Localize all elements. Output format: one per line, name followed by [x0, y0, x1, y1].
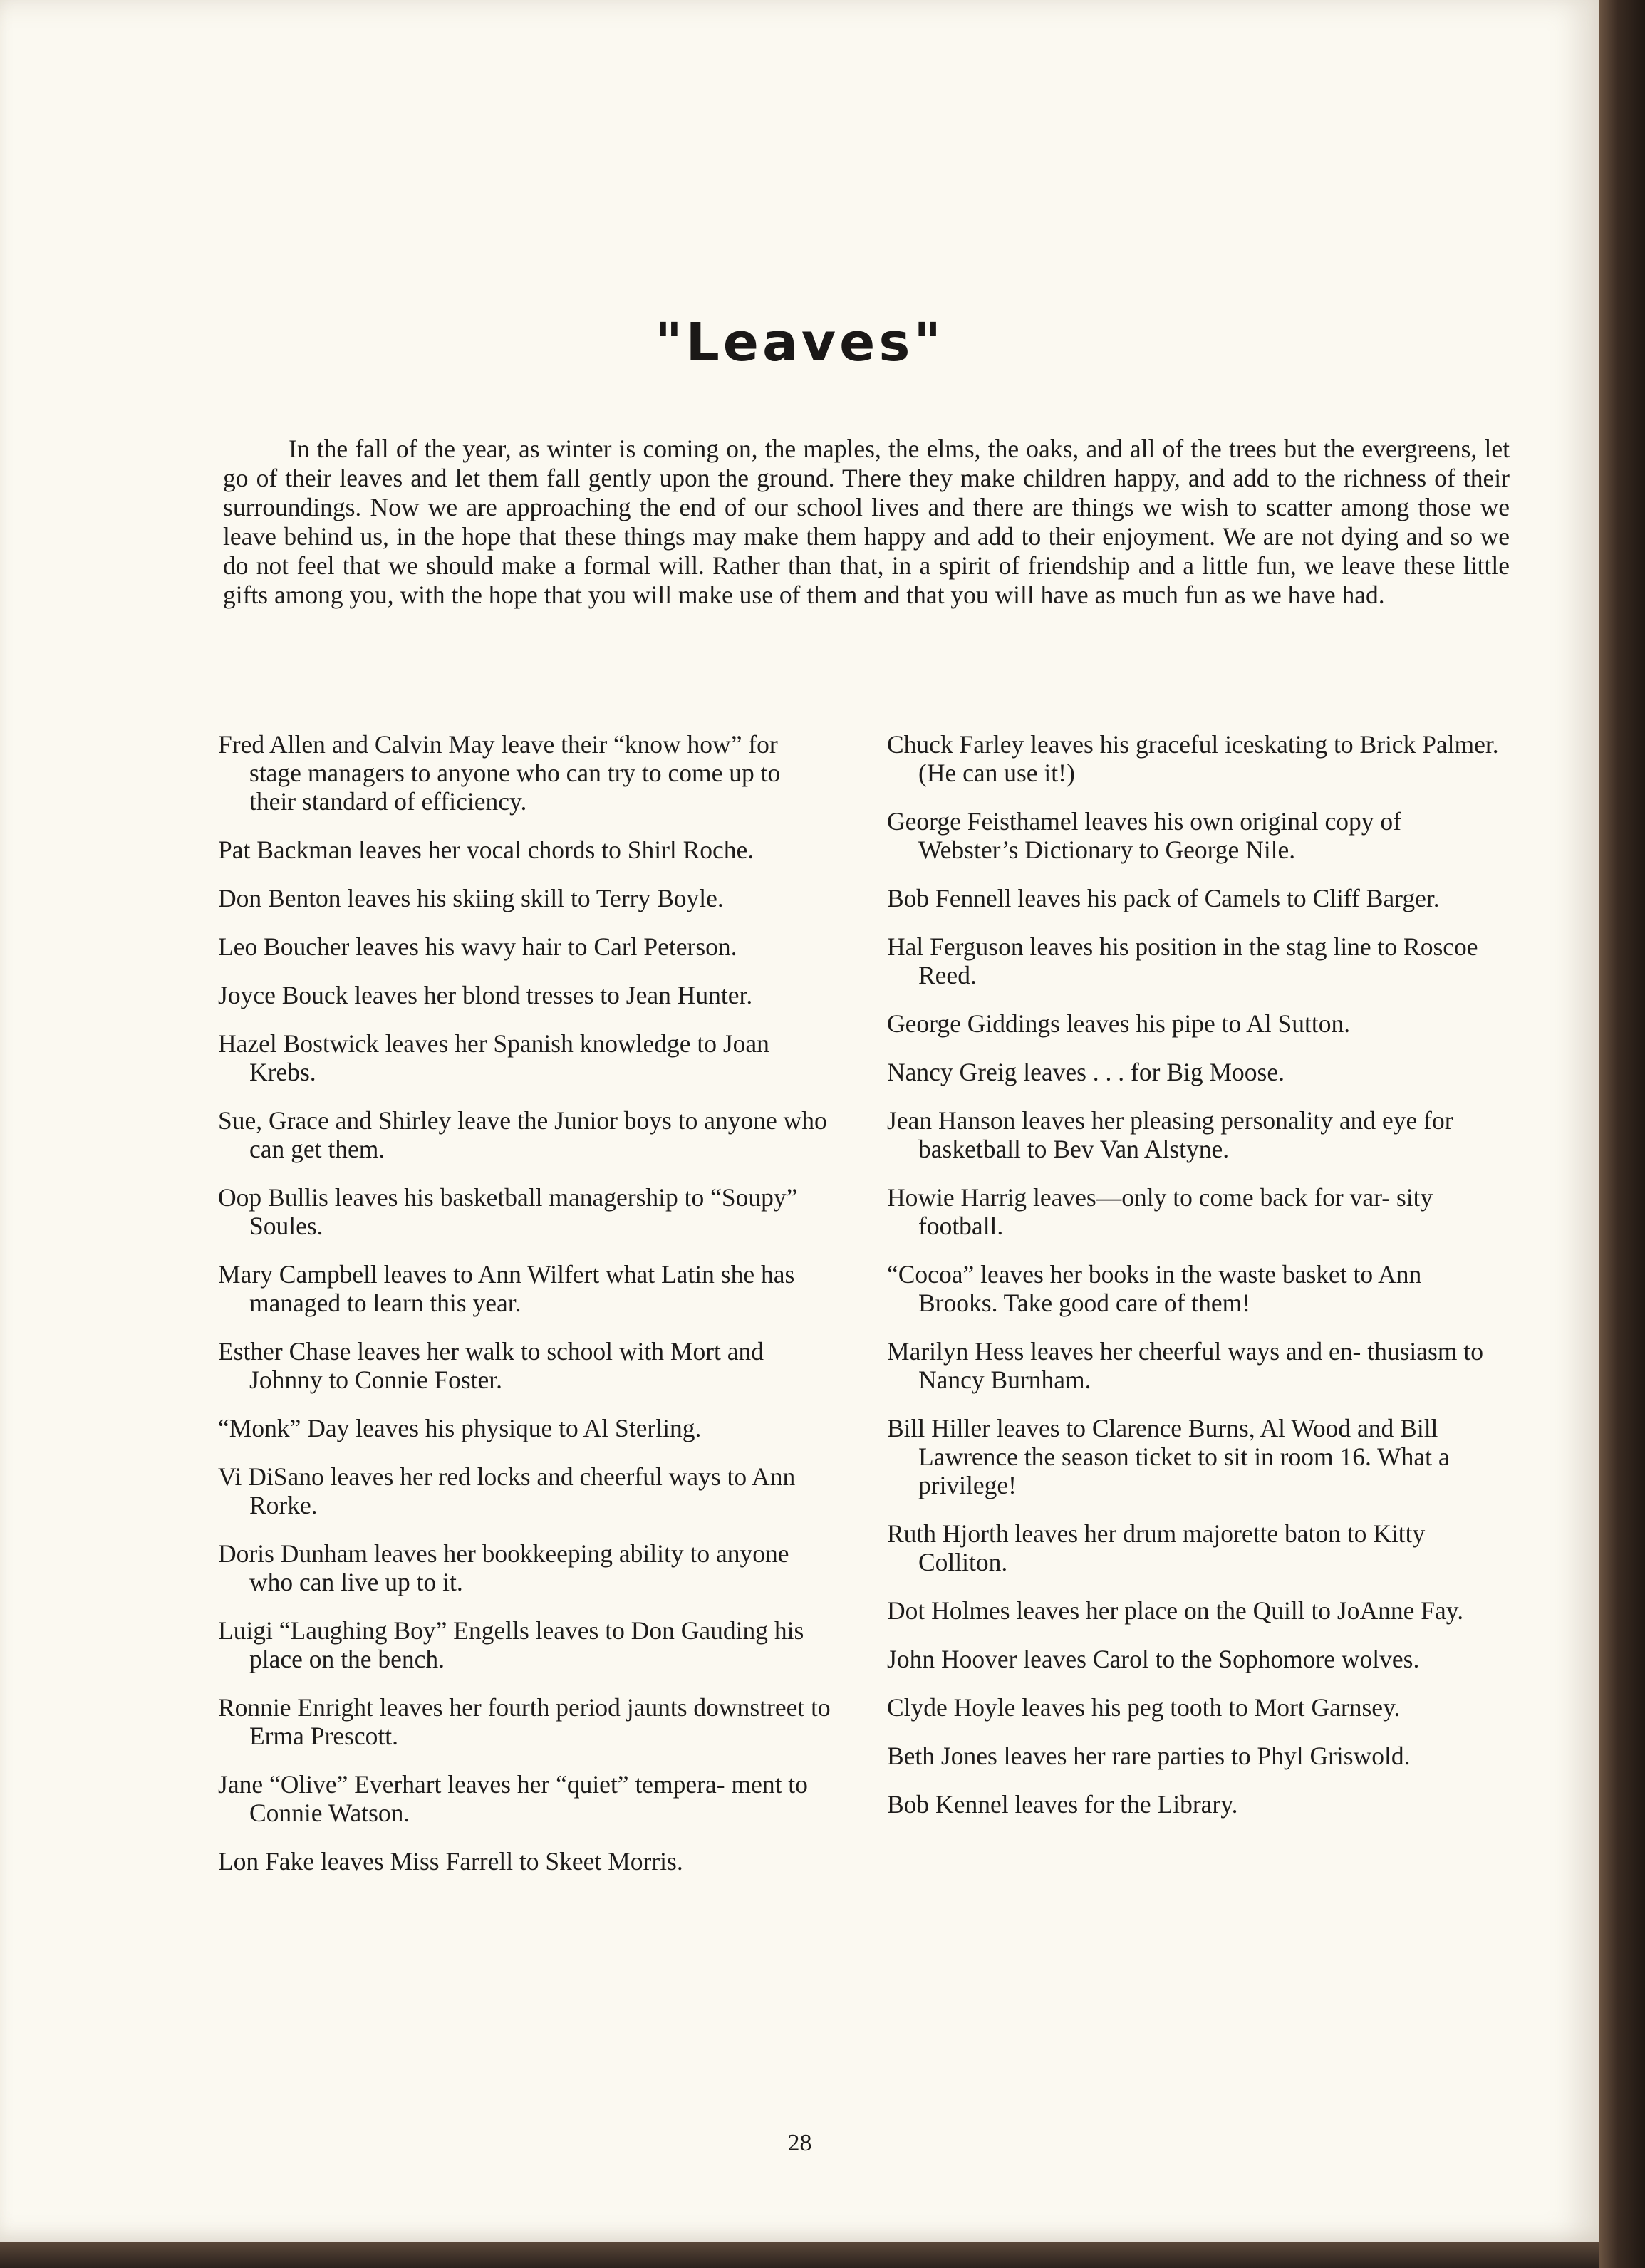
list-item: Lon Fake leaves Miss Farrell to Skeet Morris. — [218, 1847, 683, 1876]
list-item: Nancy Greig leaves . . . for Big Moose. — [887, 1058, 1285, 1086]
left-column — [218, 730, 831, 1895]
list-item: Bill Hiller leaves to Clarence Burns, Al Wood and Bill Lawrence the season ticket to sit in room 16. What a privilege! — [887, 1414, 1450, 1499]
list-item: Chuck Farley leaves his graceful iceskating to Brick Palmer. (He can use it!) — [887, 730, 1499, 787]
list-item: Vi DiSano leaves her red locks and cheerful ways to Ann Rorke. — [218, 1462, 796, 1519]
list-item: Hal Ferguson leaves his position in the stag line to Roscoe Reed. — [887, 932, 1478, 989]
page-edge-right — [1599, 0, 1645, 2268]
list-item: Sue, Grace and Shirley leave the Junior boys to anyone who can get them. — [218, 1106, 827, 1163]
list-item: “Cocoa” leaves her books in the waste basket to Ann Brooks. Take good care of them! — [887, 1260, 1422, 1317]
list-item: Jane “Olive” Everhart leaves her “quiet” tempera- ment to Connie Watson. — [218, 1770, 808, 1827]
list-item: Clyde Hoyle leaves his peg tooth to Mort Garnsey. — [887, 1693, 1401, 1722]
list-item: Marilyn Hess leaves her cheerful ways and en- thusiasm to Nancy Burnham. — [887, 1337, 1483, 1394]
list-item: Hazel Bostwick leaves her Spanish knowledge to Joan Krebs. — [218, 1029, 769, 1086]
list-item: Mary Campbell leaves to Ann Wilfert what Latin she has managed to learn this year. — [218, 1260, 795, 1317]
list-item: Joyce Bouck leaves her blond tresses to Jean Hunter. — [218, 981, 753, 1009]
list-item: George Feisthamel leaves his own original copy of Webster’s Dictionary to George Nile. — [887, 807, 1401, 864]
list-item: Luigi “Laughing Boy” Engells leaves to Don Gauding his place on the bench. — [218, 1616, 804, 1673]
page-number: 28 — [787, 2130, 812, 2156]
list-item: Bob Kennel leaves for the Library. — [887, 1790, 1238, 1819]
page-edge-bottom — [0, 2242, 1599, 2268]
list-item: Pat Backman leaves her vocal chords to Shirl Roche. — [218, 836, 754, 864]
list-item: Don Benton leaves his skiing skill to Terry Boyle. — [218, 884, 724, 912]
list-item: George Giddings leaves his pipe to Al Sutton. — [887, 1009, 1351, 1038]
page-title: "Leaves" — [655, 312, 945, 373]
list-item: Jean Hanson leaves her pleasing personality and eye for basketball to Bev Van Alstyne. — [887, 1106, 1453, 1163]
list-item: Doris Dunham leaves her bookkeeping ability to anyone who can live up to it. — [218, 1539, 789, 1596]
list-item: Howie Harrig leaves—only to come back for var- sity football. — [887, 1183, 1433, 1240]
right-column — [887, 730, 1500, 1838]
list-item: Fred Allen and Calvin May leave their “know how” for stage managers to anyone who can try to come up to their standard of efficiency. — [218, 730, 781, 816]
list-item: Beth Jones leaves her rare parties to Phyl Griswold. — [887, 1742, 1411, 1770]
list-item: Esther Chase leaves her walk to school with Mort and Johnny to Connie Foster. — [218, 1337, 764, 1394]
list-item: “Monk” Day leaves his physique to Al Sterling. — [218, 1414, 702, 1442]
list-item: Ruth Hjorth leaves her drum majorette baton to Kitty Colliton. — [887, 1519, 1426, 1576]
list-item: Leo Boucher leaves his wavy hair to Carl Peterson. — [218, 932, 737, 961]
intro-paragraph: In the fall of the year, as winter is coming on, the maples, the elms, the oaks, and all of the trees but the evergreens, let go of their leaves and let them fall gently upon the ground. There they make children happy, and add to the richness of their surroundings. Now we are approaching the end of our school lives and there are things we wish to scatter among those we leave behind us, in the hope that these things may make them happy and add to their enjoyment. We are not dying and so we do not feel that we should make a formal will. Rather than that, in a spirit of friendship and a little fun, we leave these little gifts among you, with the hope that you will make use of them and that you will have as much fun as we have had. — [223, 435, 1510, 609]
list-item: Dot Holmes leaves her place on the Quill to JoAnne Fay. — [887, 1596, 1464, 1625]
list-item: Oop Bullis leaves his basketball managership to “Soupy” Soules. — [218, 1183, 798, 1240]
list-item: John Hoover leaves Carol to the Sophomore wolves. — [887, 1645, 1420, 1673]
list-item: Ronnie Enright leaves her fourth period jaunts downstreet to Erma Prescott. — [218, 1693, 831, 1750]
list-item: Bob Fennell leaves his pack of Camels to Cliff Barger. — [887, 884, 1440, 912]
